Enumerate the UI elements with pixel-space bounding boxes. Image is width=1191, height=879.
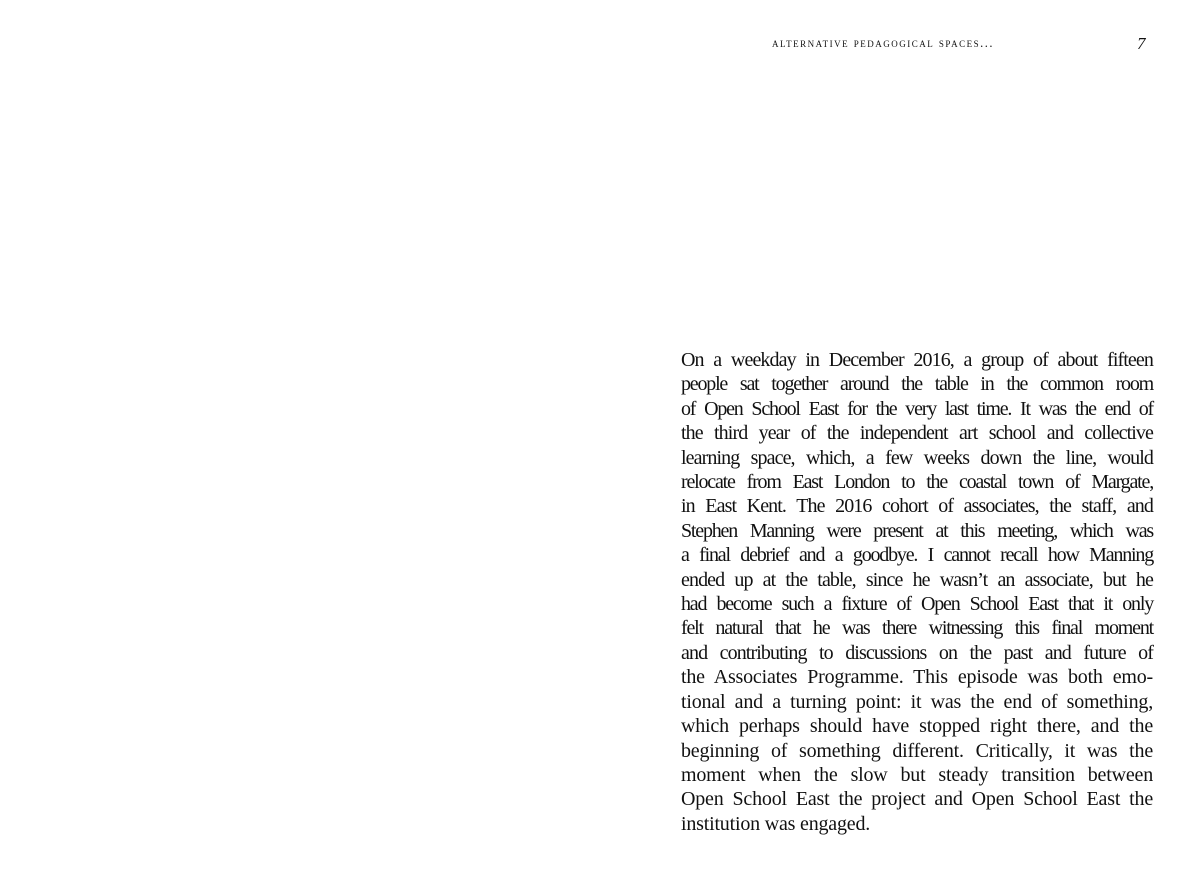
page-number: 7 [1137, 34, 1146, 53]
paragraph-line: ended up at the table, since he wasn’t an associate, but he [681, 568, 1153, 591]
paragraph-line: people sat together around the table in the common room [681, 373, 1153, 396]
paragraph-line: had become such a fixture of Open School East that it only [681, 593, 1153, 616]
paragraph-line: the Associates Programme. This episode was both emo- [681, 666, 1153, 689]
paragraph-line: beginning of something different. Critically, it was the [681, 739, 1153, 762]
paragraph-line: relocate from East London to the coastal town of Margate, [681, 471, 1153, 494]
body-paragraph [681, 348, 1153, 836]
paragraph-line: the third year of the independent art school and collective [681, 422, 1153, 445]
paragraph-line: felt natural that he was there witnessing this final moment [681, 617, 1153, 640]
paragraph-line: moment when the slow but steady transition between [681, 763, 1153, 786]
running-header-title: alternative pedagogical spaces... [772, 36, 994, 50]
paragraph-line: institution was engaged. [681, 812, 871, 835]
paragraph-line: of Open School East for the very last time. It was the end of [681, 397, 1153, 420]
paragraph-line: Open School East the project and Open School East the [681, 788, 1153, 811]
paragraph-line: and contributing to discussions on the past and future of [681, 641, 1153, 664]
paragraph-line: tional and a turning point: it was the end of something, [681, 690, 1153, 713]
paragraph-line: which perhaps should have stopped right there, and the [681, 715, 1153, 738]
paragraph-line: in East Kent. The 2016 cohort of associates, the staff, and [681, 495, 1153, 518]
paragraph-line: On a weekday in December 2016, a group of about fifteen [681, 349, 1153, 371]
paragraph-line: learning space, which, a few weeks down the line, would [681, 446, 1153, 469]
paragraph-line: a final debrief and a goodbye. I cannot recall how Manning [681, 544, 1153, 567]
paragraph-line: Stephen Manning were present at this meeting, which was [681, 519, 1153, 542]
